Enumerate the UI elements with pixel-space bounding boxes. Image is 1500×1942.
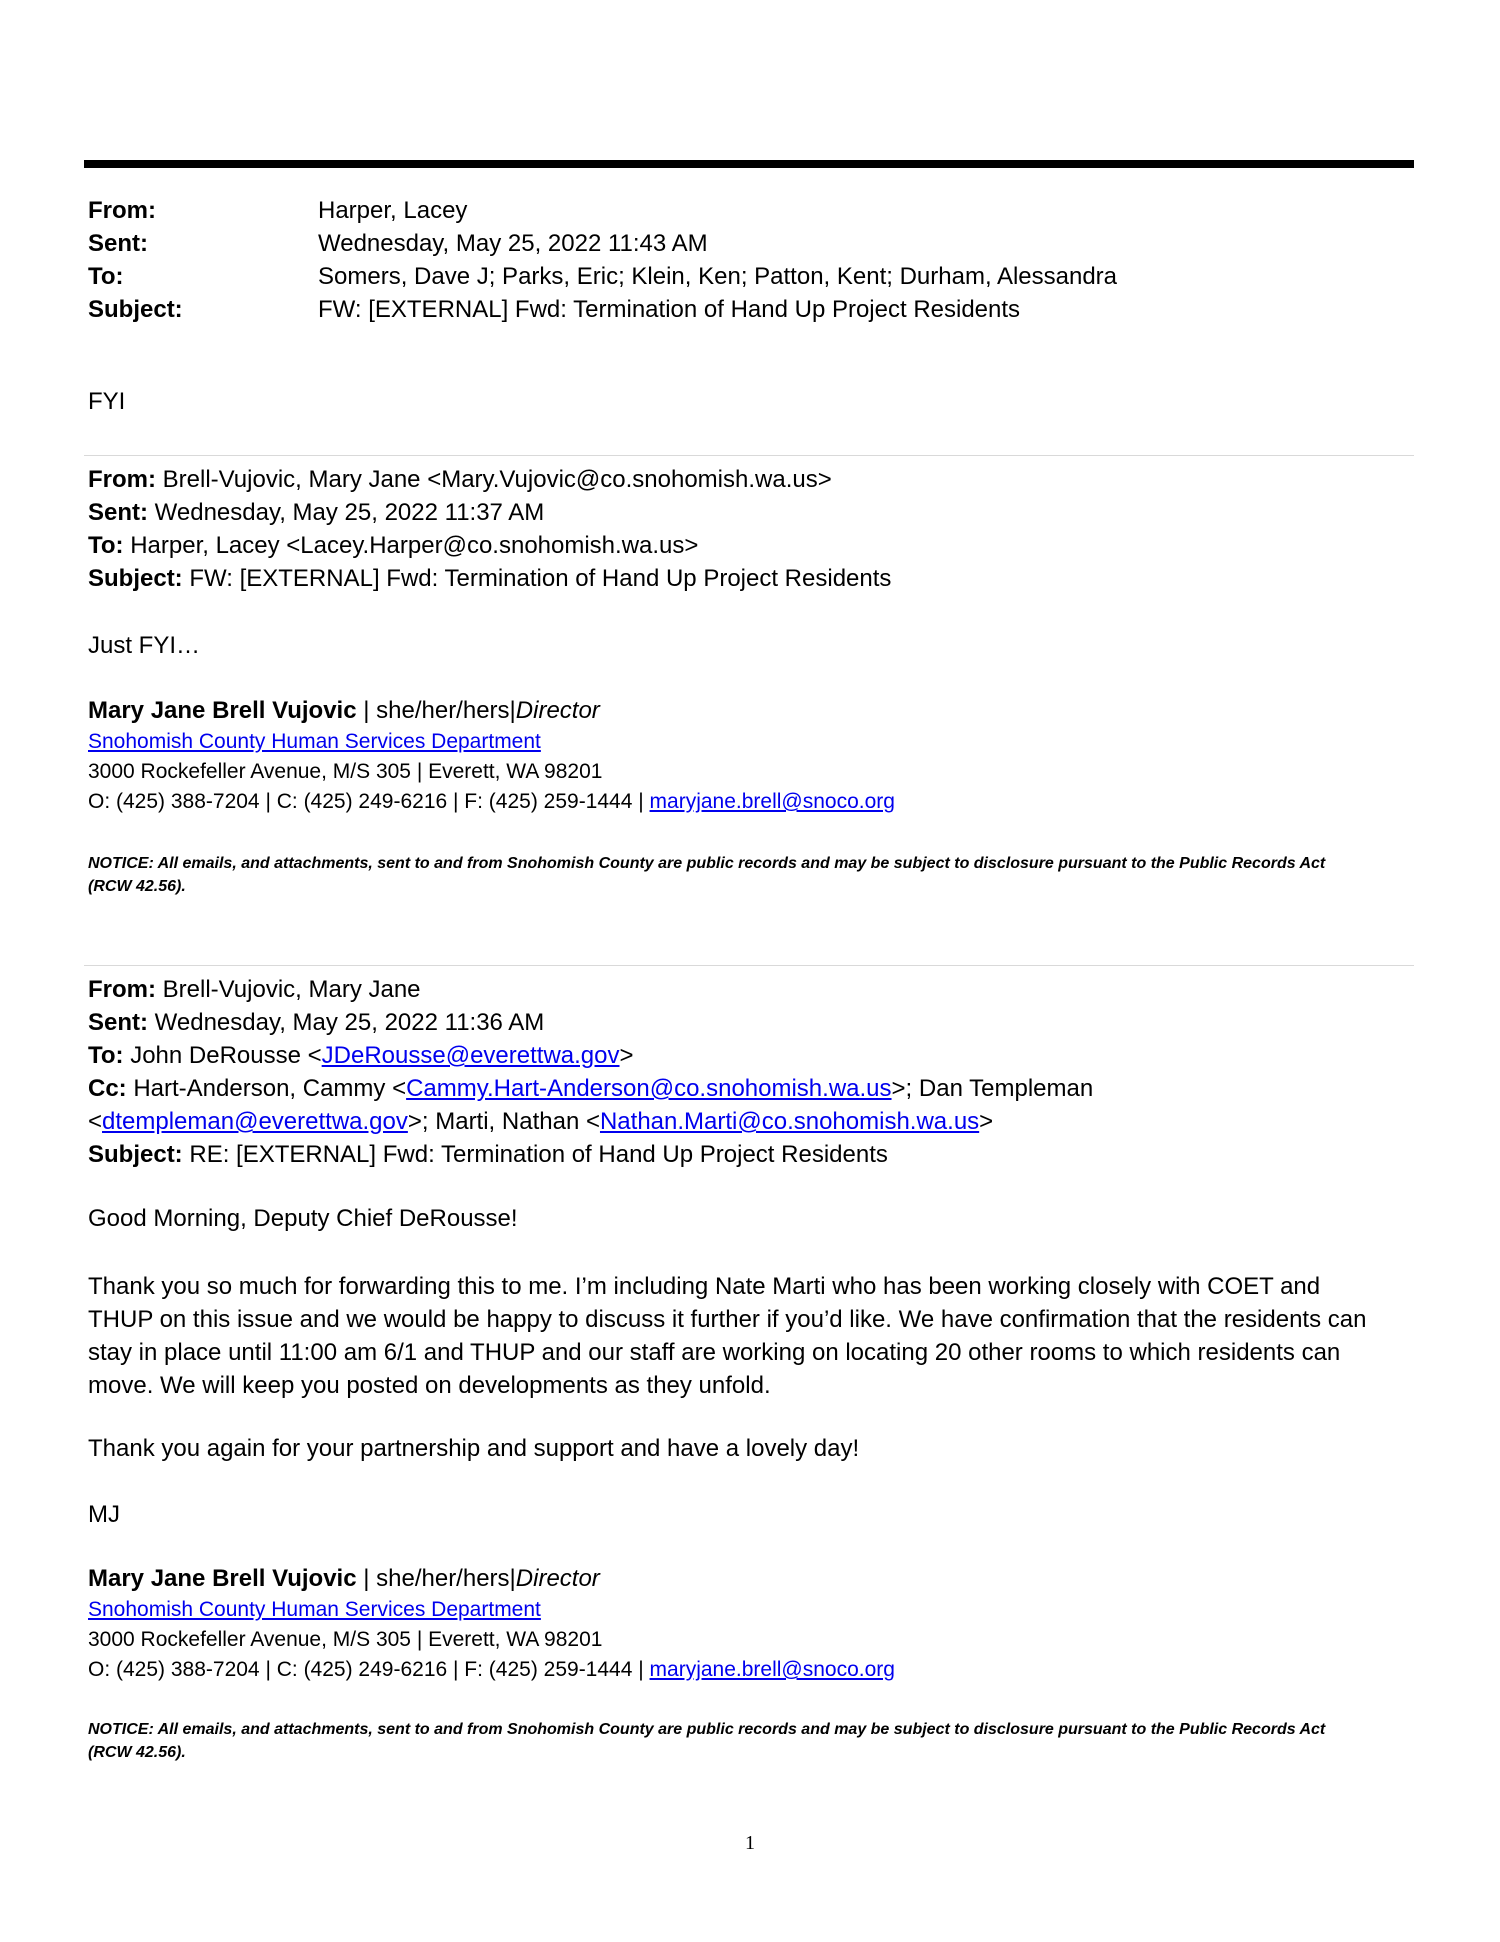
meta-subject: Subject: FW: [EXTERNAL] Fwd: Termination of Hand Up Project Residents — [88, 565, 892, 592]
meta-to: To: Harper, Lacey <Lacey.Harper@co.snohomish.wa.us> — [88, 532, 699, 559]
header-value: Somers, Dave J; Parks, Eric; Klein, Ken; Patton, Kent; Durham, Alessandra — [318, 262, 1118, 290]
header-value: Harper, Lacey — [318, 196, 468, 224]
body-fyi: FYI — [88, 388, 126, 415]
cc-email-link[interactable]: dtempleman@everettwa.gov — [102, 1108, 408, 1135]
header-value: FW: [EXTERNAL] Fwd: Termination of Hand Up Project Residents — [318, 295, 1021, 323]
notice-line: NOTICE: All emails, and attachments, sent to and from Snohomish County are public records and may be subject to disclosure pursuant to the Public Records Act — [88, 1721, 1326, 1738]
signature-block-2 — [88, 1563, 1418, 1685]
header-row-subject — [88, 293, 1408, 326]
signature-contact-line — [88, 787, 1418, 817]
notice-line: NOTICE: All emails, and attachments, sent to and from Snohomish County are public records and may be subject to disclosure pursuant to the Public Records Act — [88, 855, 1326, 872]
signature-block-1 — [88, 695, 1418, 817]
header-label: To: — [88, 262, 124, 290]
message-divider — [84, 965, 1414, 966]
message-divider — [84, 455, 1414, 456]
header-value: Wednesday, May 25, 2022 11:43 AM — [318, 229, 708, 257]
paragraph-line: Thank you so much for forwarding this to me. I’m including Nate Marti who has been working closely with COET and — [88, 1273, 1321, 1300]
forwarded-message-1-header — [88, 463, 1418, 595]
cc-email-link[interactable]: Cammy.Hart-Anderson@co.snohomish.wa.us — [406, 1075, 892, 1102]
dept-link[interactable]: Snohomish County Human Services Department — [88, 730, 541, 753]
message-2-greeting: Good Morning, Deputy Chief DeRousse! — [88, 1205, 518, 1232]
header-label: From: — [88, 196, 156, 224]
signature-name-line — [88, 695, 1418, 727]
paragraph-line: stay in place until 11:00 am 6/1 and THUP and our staff are working on locating 20 other rooms to which residents can — [88, 1339, 1341, 1366]
header-row-from — [88, 194, 1408, 227]
notice-line: (RCW 42.56). — [88, 1744, 186, 1761]
meta-sent: Sent: Wednesday, May 25, 2022 11:37 AM — [88, 499, 545, 526]
paragraph-line: THUP on this issue and we would be happy to discuss it further if you’d like. We have confirmation that the residents can — [88, 1306, 1367, 1333]
meta-cc-continued: <dtempleman@everettwa.gov>; Marti, Nathan <Nathan.Marti@co.snohomish.wa.us> — [88, 1108, 994, 1135]
signature-pronouns: | she/her/hers| — [356, 1565, 516, 1592]
meta-from: From: Brell-Vujovic, Mary Jane <Mary.Vujovic@co.snohomish.wa.us> — [88, 466, 832, 493]
meta-subject: Subject: RE: [EXTERNAL] Fwd: Termination of Hand Up Project Residents — [88, 1141, 888, 1168]
header-row-sent — [88, 227, 1408, 260]
meta-cc: Cc: Hart-Anderson, Cammy <Cammy.Hart-Anderson@co.snohomish.wa.us>; Dan Templeman — [88, 1075, 1094, 1102]
message-1-body: Just FYI… — [88, 632, 201, 659]
notice-line: (RCW 42.56). — [88, 878, 186, 895]
signature-phones: O: (425) 388-7204 | C: (425) 249-6216 | F: (425) 259-1444 | — [88, 1658, 650, 1681]
message-2-closing: MJ — [88, 1501, 120, 1528]
email-link[interactable]: maryjane.brell@snoco.org — [649, 1658, 895, 1681]
page-number: 1 — [745, 1832, 755, 1854]
meta-to: To: John DeRousse <JDeRousse@everettwa.gov> — [88, 1042, 634, 1069]
message-2-paragraph-1 — [88, 1270, 1418, 1402]
signature-name: Mary Jane Brell Vujovic — [88, 1565, 357, 1592]
signature-pronouns: | she/her/hers| — [356, 697, 516, 724]
signature-contact-line — [88, 1655, 1418, 1685]
email-link[interactable]: maryjane.brell@snoco.org — [649, 790, 895, 813]
signature-dept-line — [88, 1595, 1418, 1625]
header-rule — [84, 160, 1414, 168]
public-records-notice-2 — [88, 1718, 1418, 1764]
meta-sent: Sent: Wednesday, May 25, 2022 11:36 AM — [88, 1009, 545, 1036]
signature-title: Director — [515, 1565, 600, 1592]
to-email-link[interactable]: JDeRousse@everettwa.gov — [321, 1042, 620, 1069]
forwarded-message-2-header — [88, 973, 1418, 1171]
dept-link[interactable]: Snohomish County Human Services Department — [88, 1598, 541, 1621]
header-label: Subject: — [88, 295, 183, 323]
signature-title: Director — [515, 697, 600, 724]
signature-name-line — [88, 1563, 1418, 1595]
signature-address: 3000 Rockefeller Avenue, M/S 305 | Everett, WA 98201 — [88, 760, 603, 783]
signature-name: Mary Jane Brell Vujovic — [88, 697, 357, 724]
header-row-to — [88, 260, 1408, 293]
paragraph-line: move. We will keep you posted on developments as they unfold. — [88, 1372, 771, 1399]
public-records-notice-1 — [88, 852, 1418, 898]
signature-dept-line — [88, 727, 1418, 757]
signature-phones: O: (425) 388-7204 | C: (425) 249-6216 | F: (425) 259-1444 | — [88, 790, 650, 813]
header-label: Sent: — [88, 229, 148, 257]
meta-from: From: Brell-Vujovic, Mary Jane — [88, 976, 421, 1003]
email-header — [88, 194, 1408, 326]
signature-address: 3000 Rockefeller Avenue, M/S 305 | Everett, WA 98201 — [88, 1628, 603, 1651]
message-2-paragraph-2: Thank you again for your partnership and support and have a lovely day! — [88, 1435, 860, 1462]
cc-email-link[interactable]: Nathan.Marti@co.snohomish.wa.us — [599, 1108, 980, 1135]
